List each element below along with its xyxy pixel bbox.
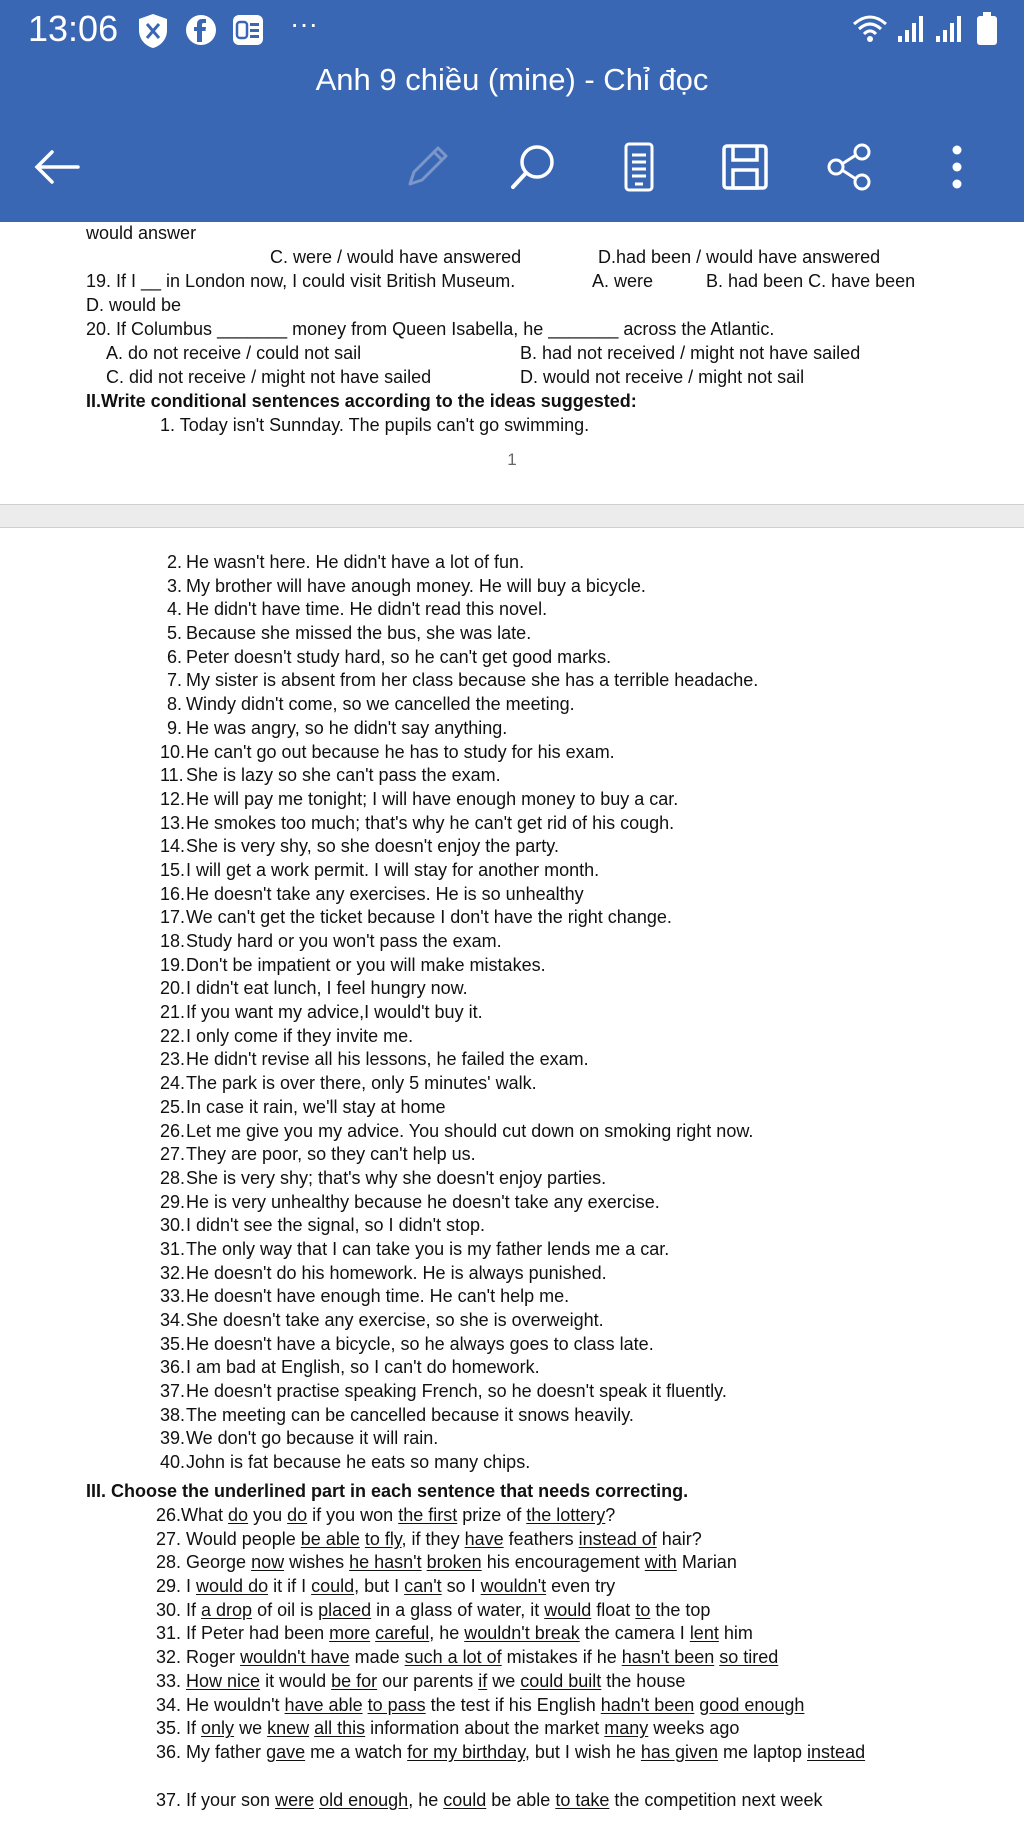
underlined-option: gave (266, 1741, 306, 1762)
underlined-option: only (201, 1718, 235, 1739)
sentence-text: made (349, 1647, 405, 1668)
item-text: I am bad at English, so I can't do homework. (186, 1357, 540, 1378)
item-text: He was angry, so he didn't say anything. (186, 717, 508, 738)
item-number: 18. (160, 931, 186, 951)
list-item (160, 669, 758, 693)
sentence-text: you (248, 1505, 288, 1525)
list-item (160, 1238, 758, 1262)
list-item (156, 1670, 865, 1694)
sentence-text: Marian (676, 1552, 737, 1573)
more-vert-icon (930, 140, 984, 194)
doc-line: A. were (592, 271, 654, 291)
underlined-option: the first (398, 1505, 458, 1525)
sentence-text: 26.What (156, 1505, 229, 1525)
list-item (160, 1120, 758, 1144)
status-time: 13:06 (28, 8, 119, 49)
list-item (160, 717, 758, 741)
floppy-disk-icon (718, 140, 772, 194)
sentence-text: mistakes if he (501, 1647, 622, 1668)
item-number: 35. (160, 1333, 186, 1354)
doc-line: D. would be (86, 295, 182, 315)
item-number: 23. (160, 1049, 186, 1070)
sentence-text: ? (605, 1505, 616, 1525)
pencil-icon (400, 140, 454, 194)
list-item (160, 788, 758, 812)
doc-line: D. would not receive / might not sail (520, 367, 805, 387)
sentence-text: we (487, 1670, 521, 1691)
item-text: My brother will have anough money. He will buy a bicycle. (186, 575, 646, 596)
underlined-option: has given (640, 1741, 718, 1762)
list-item (160, 1072, 758, 1096)
item-text: Don't be impatient or you will make mistakes. (186, 954, 546, 975)
sentence-list (160, 551, 758, 1475)
reading-mode-button[interactable] (612, 140, 666, 194)
item-number: 20. (160, 978, 186, 999)
news-app-icon (232, 14, 264, 51)
list-item (160, 1309, 758, 1333)
list-item (160, 1262, 758, 1286)
sentence-text: me laptop (717, 1741, 808, 1762)
section-heading: III. Choose the underlined part in each sentence that needs correcting. (86, 1481, 689, 1501)
sentence-text: the camera I (579, 1623, 690, 1644)
sentence-text: 36. My father (156, 1741, 267, 1762)
item-number: 26. (160, 1120, 186, 1141)
sentence-text: feathers (503, 1528, 579, 1549)
sentence-text: 27. Would people (156, 1528, 301, 1549)
item-text: He didn't have time. He didn't read this novel. (186, 599, 548, 620)
sentence-text: the top (650, 1599, 711, 1620)
list-item (160, 1380, 758, 1404)
underlined-option: have (464, 1528, 504, 1549)
section-heading: II.Write conditional sentences according to the ideas suggested: (86, 391, 637, 411)
item-text: Let me give you my advice. You should cut down on smoking right now. (186, 1120, 754, 1141)
sentence-text: hair? (656, 1528, 702, 1549)
list-item (160, 1167, 758, 1191)
item-number: 40. (160, 1452, 186, 1473)
list-item (160, 1143, 758, 1167)
sentence-text: 28. George (156, 1552, 252, 1573)
underlined-option: old enough (319, 1789, 409, 1810)
sentence-text: even try (546, 1576, 616, 1597)
item-text: Peter doesn't study hard, so he can't get good marks. (186, 646, 612, 667)
sentence-text: 29. I (156, 1576, 197, 1597)
sentence-text: , he (429, 1623, 465, 1644)
item-number: 12. (160, 788, 186, 809)
underlined-option: to fly (364, 1528, 402, 1549)
list-item (160, 977, 758, 1001)
underlined-option: instead (807, 1741, 866, 1762)
item-text: He smokes too much; that's why he can't get rid of his cough. (186, 812, 675, 833)
item-number: 16. (160, 883, 186, 904)
sentence-text: 37. If your son (156, 1789, 276, 1810)
sentence-text: the house (601, 1670, 686, 1691)
shield-icon (136, 12, 170, 55)
sentence-text: 34. He wouldn't (156, 1694, 285, 1715)
sentence-text: in a glass of water, it (371, 1599, 545, 1620)
item-text: He doesn't have enough time. He can't help me. (186, 1286, 570, 1307)
item-number: 10. (160, 741, 186, 762)
doc-line: D.had been / would have answered (598, 247, 881, 267)
list-item (160, 906, 758, 930)
item-text: He doesn't have a bicycle, so he always goes to class late. (186, 1333, 654, 1354)
sentence-text: him (718, 1623, 753, 1644)
list-item (160, 1285, 758, 1309)
item-text: He didn't revise all his lessons, he failed the exam. (186, 1049, 589, 1070)
sentence-text: our parents (377, 1670, 479, 1691)
wifi-icon (852, 14, 888, 49)
document-page-2 (0, 527, 1024, 1821)
sentence-text: 35. If (156, 1718, 202, 1739)
underlined-option: do (287, 1505, 308, 1525)
item-text: He doesn't take any exercises. He is so unhealthy (186, 883, 584, 904)
item-text: My sister is absent from her class because she has a terrible headache. (186, 670, 759, 691)
item-text: He will pay me tonight; I will have enough money to buy a car. (186, 788, 679, 809)
underlined-option: more (329, 1623, 371, 1644)
underlined-option: to (635, 1599, 651, 1620)
underlined-option: to take (555, 1789, 610, 1810)
list-item (156, 1575, 865, 1599)
sentence-text: me a watch (305, 1741, 408, 1762)
item-number: 17. (160, 907, 186, 928)
item-number: 4. (166, 599, 182, 620)
list-item (160, 1096, 758, 1120)
item-text: I will get a work permit. I will stay for another month. (186, 859, 600, 880)
sentence-text: his encouragement (481, 1552, 645, 1573)
battery-icon (976, 12, 998, 51)
item-text: Windy didn't come, so we cancelled the meeting. (186, 694, 575, 715)
underlined-option: for my birthday (407, 1741, 525, 1762)
underlined-option: could (443, 1789, 487, 1810)
underlined-option: good enough (699, 1694, 805, 1715)
sentence-text: we (234, 1718, 268, 1739)
doc-line: C. were / would have answered (270, 247, 522, 267)
correction-list (156, 1504, 865, 1812)
item-number: 9. (166, 717, 182, 738)
item-text: John is fat because he eats so many chips. (186, 1452, 531, 1473)
item-number: 5. (166, 623, 182, 644)
list-item (160, 1048, 758, 1072)
underlined-option: were (275, 1789, 315, 1810)
item-number: 38. (160, 1404, 186, 1425)
item-number: 28. (160, 1167, 186, 1188)
item-number: 27. (160, 1144, 186, 1165)
item-number: 33. (160, 1286, 186, 1307)
doc-line: B. had not received / might not have sailed (520, 343, 861, 363)
item-text: She is lazy so she can't pass the exam. (186, 765, 501, 786)
list-item (160, 693, 758, 717)
edit-button[interactable] (400, 140, 454, 194)
item-number: 3. (166, 575, 182, 596)
share-icon (822, 140, 876, 194)
item-number: 19. (160, 954, 186, 975)
underlined-option: a drop (201, 1599, 253, 1620)
list-item (160, 598, 758, 622)
more-options-button[interactable] (930, 140, 984, 194)
sentence-text: of oil is (252, 1599, 319, 1620)
underlined-option: instead of (578, 1528, 657, 1549)
list-item (156, 1528, 865, 1552)
list-item (160, 1404, 758, 1428)
status-bar (0, 0, 1024, 62)
underlined-option: be able (300, 1528, 360, 1549)
item-number: 13. (160, 812, 186, 833)
item-text: Because she missed the bus, she was late. (186, 623, 532, 644)
list-item (156, 1694, 865, 1718)
sentence-text: it would (260, 1670, 332, 1691)
underlined-option: placed (318, 1599, 372, 1620)
list-item (160, 1451, 758, 1475)
facebook-icon (185, 14, 217, 51)
page-number: 1 (507, 450, 517, 469)
list-item (156, 1551, 865, 1575)
doc-line: B. had been C. have been (706, 271, 916, 291)
sentence-text: prize of (457, 1505, 527, 1525)
item-number: 39. (160, 1428, 186, 1449)
item-text: She doesn't take any exercise, so she is overweight. (186, 1310, 604, 1330)
save-button[interactable] (718, 140, 772, 194)
item-text: The park is over there, only 5 minutes' walk. (186, 1073, 537, 1094)
mobile-view-icon (612, 140, 666, 194)
sentence-text: wishes (284, 1552, 350, 1573)
sentence-text: , but I (354, 1576, 405, 1597)
item-text: In case it rain, we'll stay at home (186, 1096, 446, 1117)
sentence-text: 32. Roger (156, 1647, 241, 1668)
underlined-option: hasn't been (621, 1647, 715, 1668)
underlined-option: wouldn't break (464, 1623, 580, 1644)
list-item (160, 812, 758, 836)
list-item (160, 551, 758, 575)
list-item (160, 646, 758, 670)
sentence-text: information about the market (365, 1718, 605, 1739)
underlined-option: so tired (719, 1647, 779, 1668)
item-number: 34. (160, 1310, 186, 1330)
item-text: They are poor, so they can't help us. (186, 1144, 476, 1165)
sentence-text: if you won (307, 1505, 399, 1525)
item-number: 25. (160, 1096, 186, 1117)
item-text: The only way that I can take you is my father lends me a car. (186, 1238, 670, 1259)
sentence-text: the competition next week (609, 1789, 823, 1810)
item-number: 7. (166, 670, 182, 691)
list-item (160, 1333, 758, 1357)
underlined-option: to pass (367, 1694, 426, 1715)
sentence-text: the test if his English (425, 1694, 601, 1715)
search-button[interactable] (506, 140, 560, 194)
item-number: 24. (160, 1073, 186, 1094)
item-text: I didn't see the signal, so I didn't stop. (186, 1215, 486, 1236)
underlined-option: such a lot of (404, 1647, 502, 1668)
list-item (160, 622, 758, 646)
list-item (160, 883, 758, 907)
underlined-option: can't (404, 1576, 442, 1597)
underlined-option: wouldn't (480, 1576, 547, 1597)
list-item (160, 1001, 758, 1025)
item-text: We can't get the ticket because I don't have the right change. (186, 907, 672, 928)
item-number: 6. (166, 646, 182, 667)
list-item (156, 1599, 865, 1623)
doc-line: A. do not receive / could not sail (106, 343, 362, 363)
doc-line: would answer (86, 223, 197, 243)
underlined-option: could (311, 1576, 355, 1597)
list-item (156, 1622, 865, 1646)
list-item (156, 1789, 865, 1813)
signal-icon-1 (896, 14, 926, 49)
underlined-option: wouldn't have (240, 1647, 350, 1668)
item-text: We don't go because it will rain. (186, 1428, 439, 1449)
list-item (156, 1504, 865, 1528)
item-text: If you want my advice,I would't buy it. (186, 1002, 483, 1023)
list-item (156, 1646, 865, 1670)
app-bar (0, 0, 1024, 222)
list-item (160, 1191, 758, 1215)
list-item (160, 954, 758, 978)
underlined-option: all this (314, 1718, 366, 1739)
underlined-option: many (604, 1718, 649, 1739)
underlined-option: if (478, 1670, 488, 1691)
list-item (160, 930, 758, 954)
back-arrow-icon (30, 140, 84, 194)
underlined-option: careful (375, 1623, 430, 1644)
item-text: She is very shy; that's why she doesn't enjoy parties. (186, 1167, 607, 1188)
underlined-option: could built (520, 1670, 602, 1691)
item-number: 37. (160, 1381, 186, 1402)
list-item: 1. Today isn't Sunnday. The pupils can't go swimming. (160, 415, 590, 435)
doc-line: 19. If I __ in London now, I could visit British Museum. (86, 271, 516, 291)
item-text: He is very unhealthy because he doesn't take any exercise. (186, 1191, 660, 1212)
underlined-option: How nice (186, 1670, 261, 1691)
sentence-text: be able (486, 1789, 556, 1810)
sentence-text: , but I wish he (524, 1741, 641, 1762)
item-text: Study hard or you won't pass the exam. (186, 931, 502, 951)
doc-line: C. did not receive / might not have sailed (106, 367, 432, 387)
item-number: 11. (160, 765, 184, 786)
underlined-option: have able (284, 1694, 363, 1715)
sentence-text: float (591, 1599, 636, 1620)
underlined-option: do (228, 1505, 249, 1525)
sentence-text: 30. If (156, 1599, 202, 1620)
list-item (156, 1717, 865, 1741)
item-text: I didn't eat lunch, I feel hungry now. (186, 978, 468, 999)
underlined-option: knew (267, 1718, 310, 1739)
underlined-option: would do (196, 1576, 269, 1597)
list-item (160, 1427, 758, 1451)
item-number: 29. (160, 1191, 186, 1212)
item-text: He doesn't practise speaking French, so he doesn't speak it fluently. (186, 1381, 727, 1402)
item-text: He doesn't do his homework. He is always punished. (186, 1262, 607, 1283)
document-title: Anh 9 chiều (mine) - Chỉ đọc (315, 62, 709, 97)
underlined-option: would (544, 1599, 592, 1620)
more-notifications-icon: ··· (290, 8, 318, 39)
list-item (160, 1025, 758, 1049)
doc-line: 20. If Columbus _______ money from Queen Isabella, he _______ across the Atlantic. (86, 319, 775, 339)
document-page-1 (0, 222, 1024, 505)
list-item (160, 859, 758, 883)
item-number: 21. (160, 1002, 186, 1023)
item-number: 14. (160, 836, 186, 857)
list-item (160, 575, 758, 599)
item-text: The meeting can be cancelled because it snows heavily. (186, 1404, 634, 1425)
sentence-text: it if I (268, 1576, 312, 1597)
list-item (156, 1741, 865, 1765)
item-text: She is very shy, so she doesn't enjoy the party. (186, 836, 559, 857)
back-button[interactable] (30, 140, 84, 194)
list-item (160, 1214, 758, 1238)
search-icon (506, 140, 560, 194)
item-number: 32. (160, 1262, 186, 1283)
underlined-option: lent (689, 1623, 719, 1644)
sentence-text: , he (408, 1789, 444, 1810)
item-number: 2. (166, 552, 182, 572)
list-item (160, 741, 758, 765)
item-text: He can't go out because he has to study for his exam. (186, 741, 615, 762)
item-number: 8. (166, 694, 182, 715)
underlined-option: broken (426, 1552, 482, 1573)
sentence-text: 33. (156, 1670, 187, 1691)
item-number: 15. (160, 859, 186, 880)
underlined-option: the lottery (526, 1505, 606, 1525)
underlined-option: with (644, 1552, 677, 1573)
underlined-option: now (251, 1552, 285, 1573)
signal-icon-2 (934, 14, 964, 49)
item-number: 31. (160, 1238, 186, 1259)
list-item (160, 1356, 758, 1380)
sentence-text: 31. If Peter had been (156, 1623, 330, 1644)
item-number: 36. (160, 1357, 186, 1378)
sentence-text: , if they (401, 1528, 465, 1549)
list-item (160, 764, 758, 788)
sentence-text: weeks ago (648, 1718, 740, 1739)
underlined-option: he hasn't (349, 1552, 422, 1573)
list-item (160, 835, 758, 859)
item-number: 30. (160, 1215, 186, 1236)
underlined-option: hadn't been (600, 1694, 695, 1715)
sentence-text: so I (441, 1576, 481, 1597)
item-number: 22. (160, 1025, 186, 1046)
share-button[interactable] (822, 140, 876, 194)
item-text: He wasn't here. He didn't have a lot of fun. (186, 552, 525, 572)
item-text: I only come if they invite me. (186, 1025, 414, 1046)
underlined-option: be for (331, 1670, 378, 1691)
